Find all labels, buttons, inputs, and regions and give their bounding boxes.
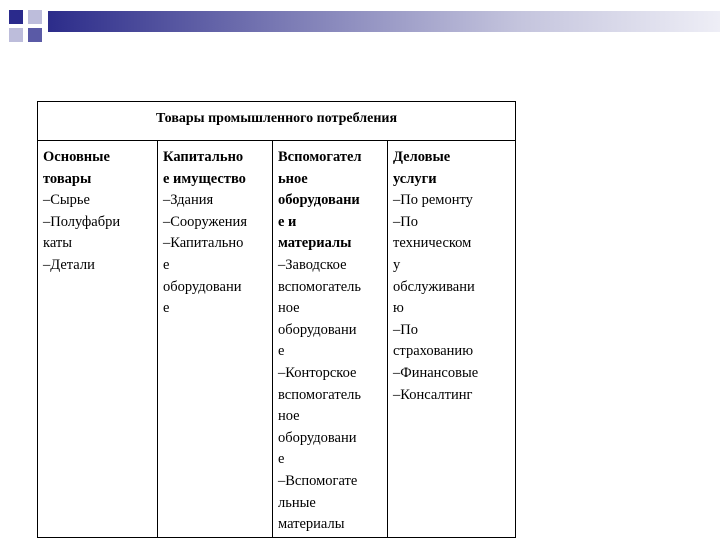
corner-square-dark-2 <box>28 28 42 42</box>
column-title: Основные товары <box>43 149 110 187</box>
title-gradient-bar <box>48 11 720 32</box>
column-title: Вспомогател ьное оборудовани е и материалы <box>278 149 362 252</box>
table-header: Товары промышленного потребления <box>38 102 515 141</box>
column-title: Капитально е имущество <box>163 149 246 187</box>
corner-square-dark <box>9 10 23 24</box>
column-items: –Здания –Сооружения –Капитально е оборудовани е <box>163 192 247 317</box>
column-title: Деловые услуги <box>393 149 451 187</box>
column-items: –По ремонту –По техническом у обслуживани ю –По страхованию –Финансовые –Консалтинг <box>393 192 479 403</box>
column-capital-assets <box>157 141 272 537</box>
corner-square-light <box>28 10 42 24</box>
column-items: –Сырье –Полуфабри каты –Детали <box>43 192 121 273</box>
goods-table <box>37 101 516 538</box>
column-auxiliary-equipment <box>272 141 387 537</box>
column-items: –Заводское вспомогатель ное оборудовани е –Конторское вспомогатель ное оборудовани е –Вспомогате льные материалы <box>278 256 361 533</box>
corner-square-light-2 <box>9 28 23 42</box>
column-basic-goods <box>38 141 157 537</box>
column-business-services <box>387 141 515 537</box>
